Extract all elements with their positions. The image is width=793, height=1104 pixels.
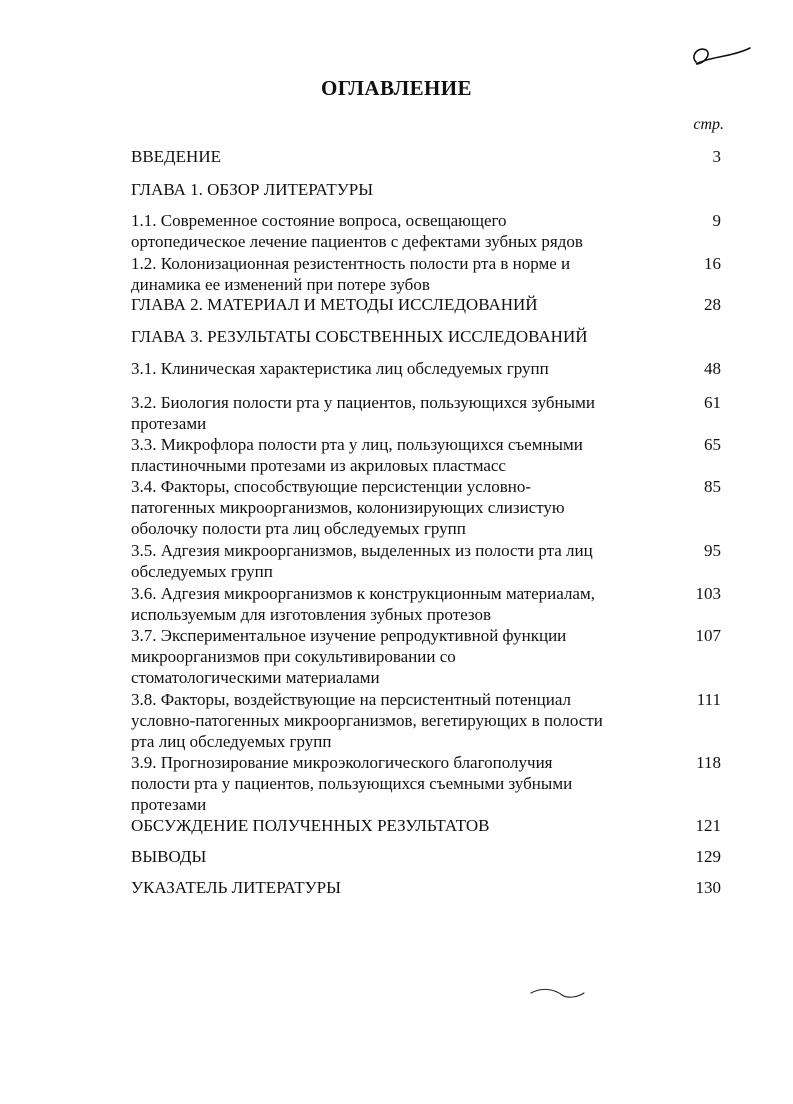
toc-entry-page: 48 — [704, 359, 721, 378]
toc-entry-text: 3.2. Биология полости рта у пациентов, пользующихся зубными протезами — [131, 393, 595, 433]
toc-entry-page: 103 — [695, 584, 721, 603]
toc-entry-page: 85 — [704, 477, 721, 496]
toc-entry-text: 3.9. Прогнозирование микроэкологического благополучия полости рта у пациентов, пользующихся съемными зубными протезами — [131, 753, 573, 814]
handwritten-page-number — [684, 38, 754, 74]
toc-entry-page: 111 — [696, 690, 721, 709]
handwritten-mark — [528, 985, 588, 1005]
toc-entry-text: ВЫВОДЫ — [131, 847, 207, 866]
page-column-label: стр. — [693, 116, 724, 133]
toc-entry-text: 3.3. Микрофлора полости рта у лиц, пользующихся съемными пластиночными протезами из акриловых пластмасс — [131, 435, 583, 475]
toc-entry-page: 16 — [704, 254, 721, 273]
page-title: ОГЛАВЛЕНИЕ — [321, 76, 472, 100]
toc-entry-page: 61 — [704, 393, 721, 412]
toc-entry-text: УКАЗАТЕЛЬ ЛИТЕРАТУРЫ — [131, 878, 341, 897]
toc-entry-text: 3.7. Экспериментальное изучение репродуктивной функции микроорганизмов при сокультивировании со стоматологическими материалами — [131, 626, 567, 687]
toc-entry-text: 3.1. Клиническая характеристика лиц обследуемых групп — [131, 359, 549, 378]
toc-entry-page: 107 — [695, 626, 721, 645]
toc-entry-page: 95 — [704, 541, 721, 560]
toc-entry-text: ГЛАВА 3. РЕЗУЛЬТАТЫ СОБСТВЕННЫХ ИССЛЕДОВАНИЙ — [131, 327, 588, 346]
toc-entry-text: ГЛАВА 2. МАТЕРИАЛ И МЕТОДЫ ИССЛЕДОВАНИЙ — [131, 295, 538, 314]
toc-entry-page: 65 — [704, 435, 721, 454]
toc-entry-text: 3.8. Факторы, воздействующие на персистентный потенциал условно-патогенных микроорганизмов, вегетирующих в полости рта лиц обследуемых групп — [131, 690, 603, 751]
toc-entry-page: 129 — [695, 847, 721, 866]
toc-entry-text: ВВЕДЕНИЕ — [131, 147, 221, 166]
toc-entry-text: 3.6. Адгезия микроорганизмов к конструкционным материалам, используемым для изготовления зубных протезов — [131, 584, 595, 624]
toc-entry-text: 3.5. Адгезия микроорганизмов, выделенных из полости рта лиц обследуемых групп — [131, 541, 593, 581]
toc-entry-text: 1.1. Современное состояние вопроса, освещающего ортопедическое лечение пациентов с дефектами зубных рядов — [131, 211, 583, 251]
toc-entry-text: ГЛАВА 1. ОБЗОР ЛИТЕРАТУРЫ — [131, 180, 374, 199]
toc-entry-page: 121 — [695, 816, 721, 835]
toc-entry-page: 3 — [712, 147, 721, 166]
toc-entry-page: 118 — [696, 753, 721, 772]
toc-entry-text: ОБСУЖДЕНИЕ ПОЛУЧЕННЫХ РЕЗУЛЬТАТОВ — [131, 816, 490, 835]
toc-entry-text: 3.4. Факторы, способствующие персистенции условно- патогенных микроорганизмов, колонизирующих слизистую оболочку полости рта лиц обследуемых групп — [131, 477, 565, 538]
toc-entry-page: 130 — [695, 878, 721, 897]
toc-entry-page: 28 — [704, 295, 721, 314]
toc-entry-text: 1.2. Колонизационная резистентность полости рта в норме и динамика ее изменений при потере зубов — [131, 254, 571, 294]
toc-entry-page: 9 — [712, 211, 721, 230]
